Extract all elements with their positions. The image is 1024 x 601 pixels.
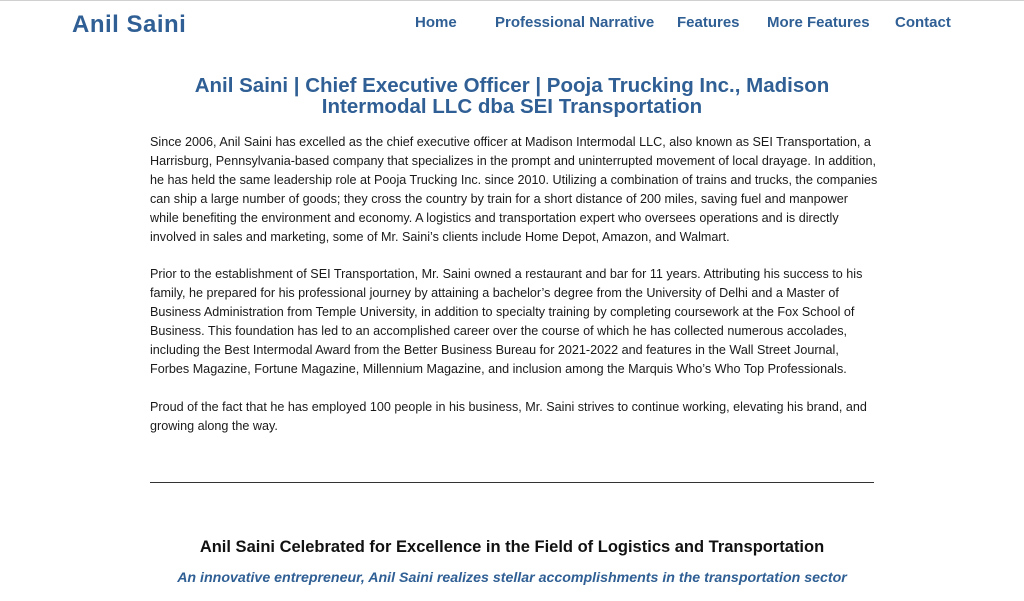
bio-paragraph-3: Proud of the fact that he has employed 100 people in his business, Mr. Saini strives to continue working, elevating his brand, and growing along the way. xyxy=(150,400,867,433)
bio-paragraph-2: Prior to the establishment of SEI Transportation, Mr. Saini owned a restaurant and bar for 11 years. Attributing his success to his family, he prepared for his professional journey by attaining a bachelor’s degree from the University of Delhi and a Master of Business Administration from Temple University, in addition to specialty training by completing coursework at the Fox School of Business. This foundation has led to an accomplished career over the course of which he has collected numerous accolades, including the Best Intermodal Award from the Better Business Bureau for 2021-2022 and features in the Wall Street Journal, Forbes Magazine, Fortune Magazine, Millennium Magazine, and inclusion among the Marquis Who’s Who Top Professionals. xyxy=(150,267,863,376)
page-title: Anil Saini | Chief Executive Officer | Pooja Trucking Inc., Madison Intermodal LLC dba SEI Transportation xyxy=(194,74,830,118)
feature-tagline: An innovative entrepreneur, Anil Saini realizes stellar accomplishments in the transportation sector xyxy=(177,570,847,586)
feature-title: Anil Saini Celebrated for Excellence in the Field of Logistics and Transportation xyxy=(199,538,825,556)
section-divider xyxy=(150,482,874,483)
nav-professional-narrative[interactable]: Professional Narrative xyxy=(495,14,655,31)
bio-paragraph-1: Since 2006, Anil Saini has excelled as the chief executive officer at Madison Intermodal LLC, also known as SEI Transportation, a Harrisburg, Pennsylvania-based company that specializes in the prompt and uninterrupted movement of local drayage. In addition, he has held the same leadership role at Pooja Trucking Inc. since 2010. Utilizing a combination of trains and trucks, the companies can ship a large number of goods; they cross the country by train for a short distance of 200 miles, saving fuel and manpower while benefiting the environment and economy. A logistics and transportation expert who oversees operations and is directly involved in sales and marketing, some of Mr. Saini’s clients include Home Depot, Amazon, and Walmart. xyxy=(150,135,878,244)
top-border xyxy=(0,0,1024,1)
site-logo[interactable]: Anil Saini xyxy=(72,11,187,38)
nav-more-features[interactable]: More Features xyxy=(767,14,870,31)
nav-features[interactable]: Features xyxy=(677,14,740,31)
main-nav xyxy=(0,14,1024,34)
nav-contact[interactable]: Contact xyxy=(895,14,951,31)
nav-home[interactable]: Home xyxy=(415,14,457,31)
